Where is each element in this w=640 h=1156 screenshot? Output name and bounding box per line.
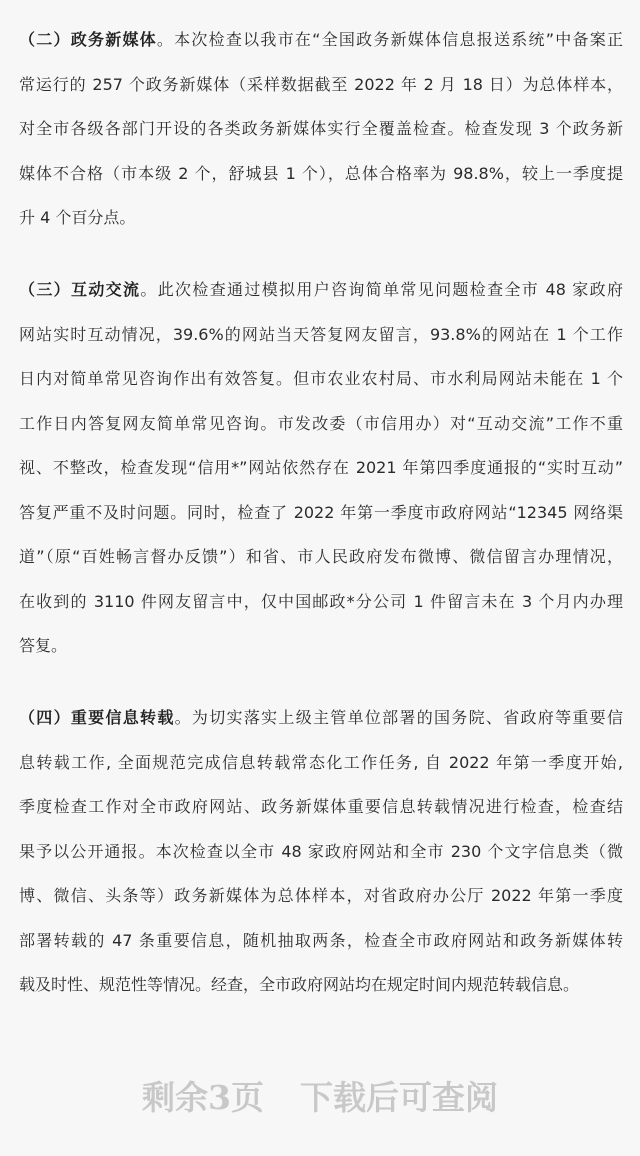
paragraph-line: 视、不整改，检查发现“信用*”网站依然存在 2021 年第四季度通报的“实时互动” [19,458,623,477]
section-info-reprint [19,696,623,1008]
paragraph-line: （二）政务新媒体。本次检查以我市在“全国政务新媒体信息报送系统”中备案正 [19,30,623,49]
paragraph-line: 博、微信、头条等）政务新媒体为总体样本，对省政府办公厅 2022 年第一季度 [19,886,623,905]
paragraph-line: 升 4 个百分点。 [19,208,136,227]
paragraph-line: 日内对简单常见咨询作出有效答复。但市农业农村局、市水利局网站未能在 1 个 [19,369,623,388]
paragraph-line: 在收到的 3110 件网友留言中，仅中国邮政*分公司 1 件留言未在 3 个月内办理 [19,591,623,611]
download-to-view-label: 下载后可查阅 [299,1078,498,1117]
paragraph-line: 息转载工作, 全面规范完成信息转载常态化工作任务, 自 2022 年第一季度开始, [19,752,623,772]
paragraph-line: 网站实时互动情况，39.6%的网站当天答复网友留言，93.8%的网站在 1 个工作 [19,324,623,344]
remaining-pages-label: 剩余3页 [142,1078,264,1117]
paragraph-line: 部署转载的 47 条重要信息，随机抽取两条，检查全市政府网站和政务新媒体转 [19,930,623,950]
paragraph-line: （四）重要信息转载。为切实落实上级主管单位部署的国务院、省政府等重要信 [19,708,623,727]
paragraph-line: 载及时性、规范性等情况。经查，全市政府网站均在规定时间内规范转载信息。 [19,975,580,994]
paragraph-line: 常运行的 257 个政务新媒体（采样数据截至 2022 年 2 月 18 日）为总体样本， [19,74,623,94]
section-interaction [19,268,623,669]
paragraph-line: 对全市各级各部门开设的各类政务新媒体实行全覆盖检查。检查发现 3 个政务新 [19,119,623,138]
paragraph-line: 答复。 [19,636,68,655]
paragraph-line: 答复严重不及时问题。同时，检查了 2022 年第一季度市政府网站“12345 网络渠 [19,502,623,522]
paragraph-line: 媒体不合格（市本级 2 个，舒城县 1 个），总体合格率为 98.8%，较上一季度提 [19,163,623,183]
download-banner[interactable] [0,1072,640,1119]
paragraph-line: 道”（原“百姓畅言督办反馈”）和省、市人民政府发布微博、微信留言办理情况， [19,547,623,566]
paragraph-line: 果予以公开通报。本次检查以全市 48 家政府网站和全市 230 个文字信息类（微 [19,841,623,861]
section-heading: （三）互动交流 [19,280,141,299]
paragraph-line: （三）互动交流。此次检查通过模拟用户咨询简单常见问题检查全市 48 家政府 [19,280,623,299]
section-heading: （二）政务新媒体 [19,30,157,49]
paragraph-line: 工作日内答复网友简单常见咨询。市发改委（市信用办）对“互动交流”工作不重 [19,413,623,433]
section-heading: （四）重要信息转载 [19,708,175,727]
section-new-media [19,18,623,241]
paragraph-line: 季度检查工作对全市政府网站、政务新媒体重要信息转载情况进行检查，检查结 [19,797,623,816]
